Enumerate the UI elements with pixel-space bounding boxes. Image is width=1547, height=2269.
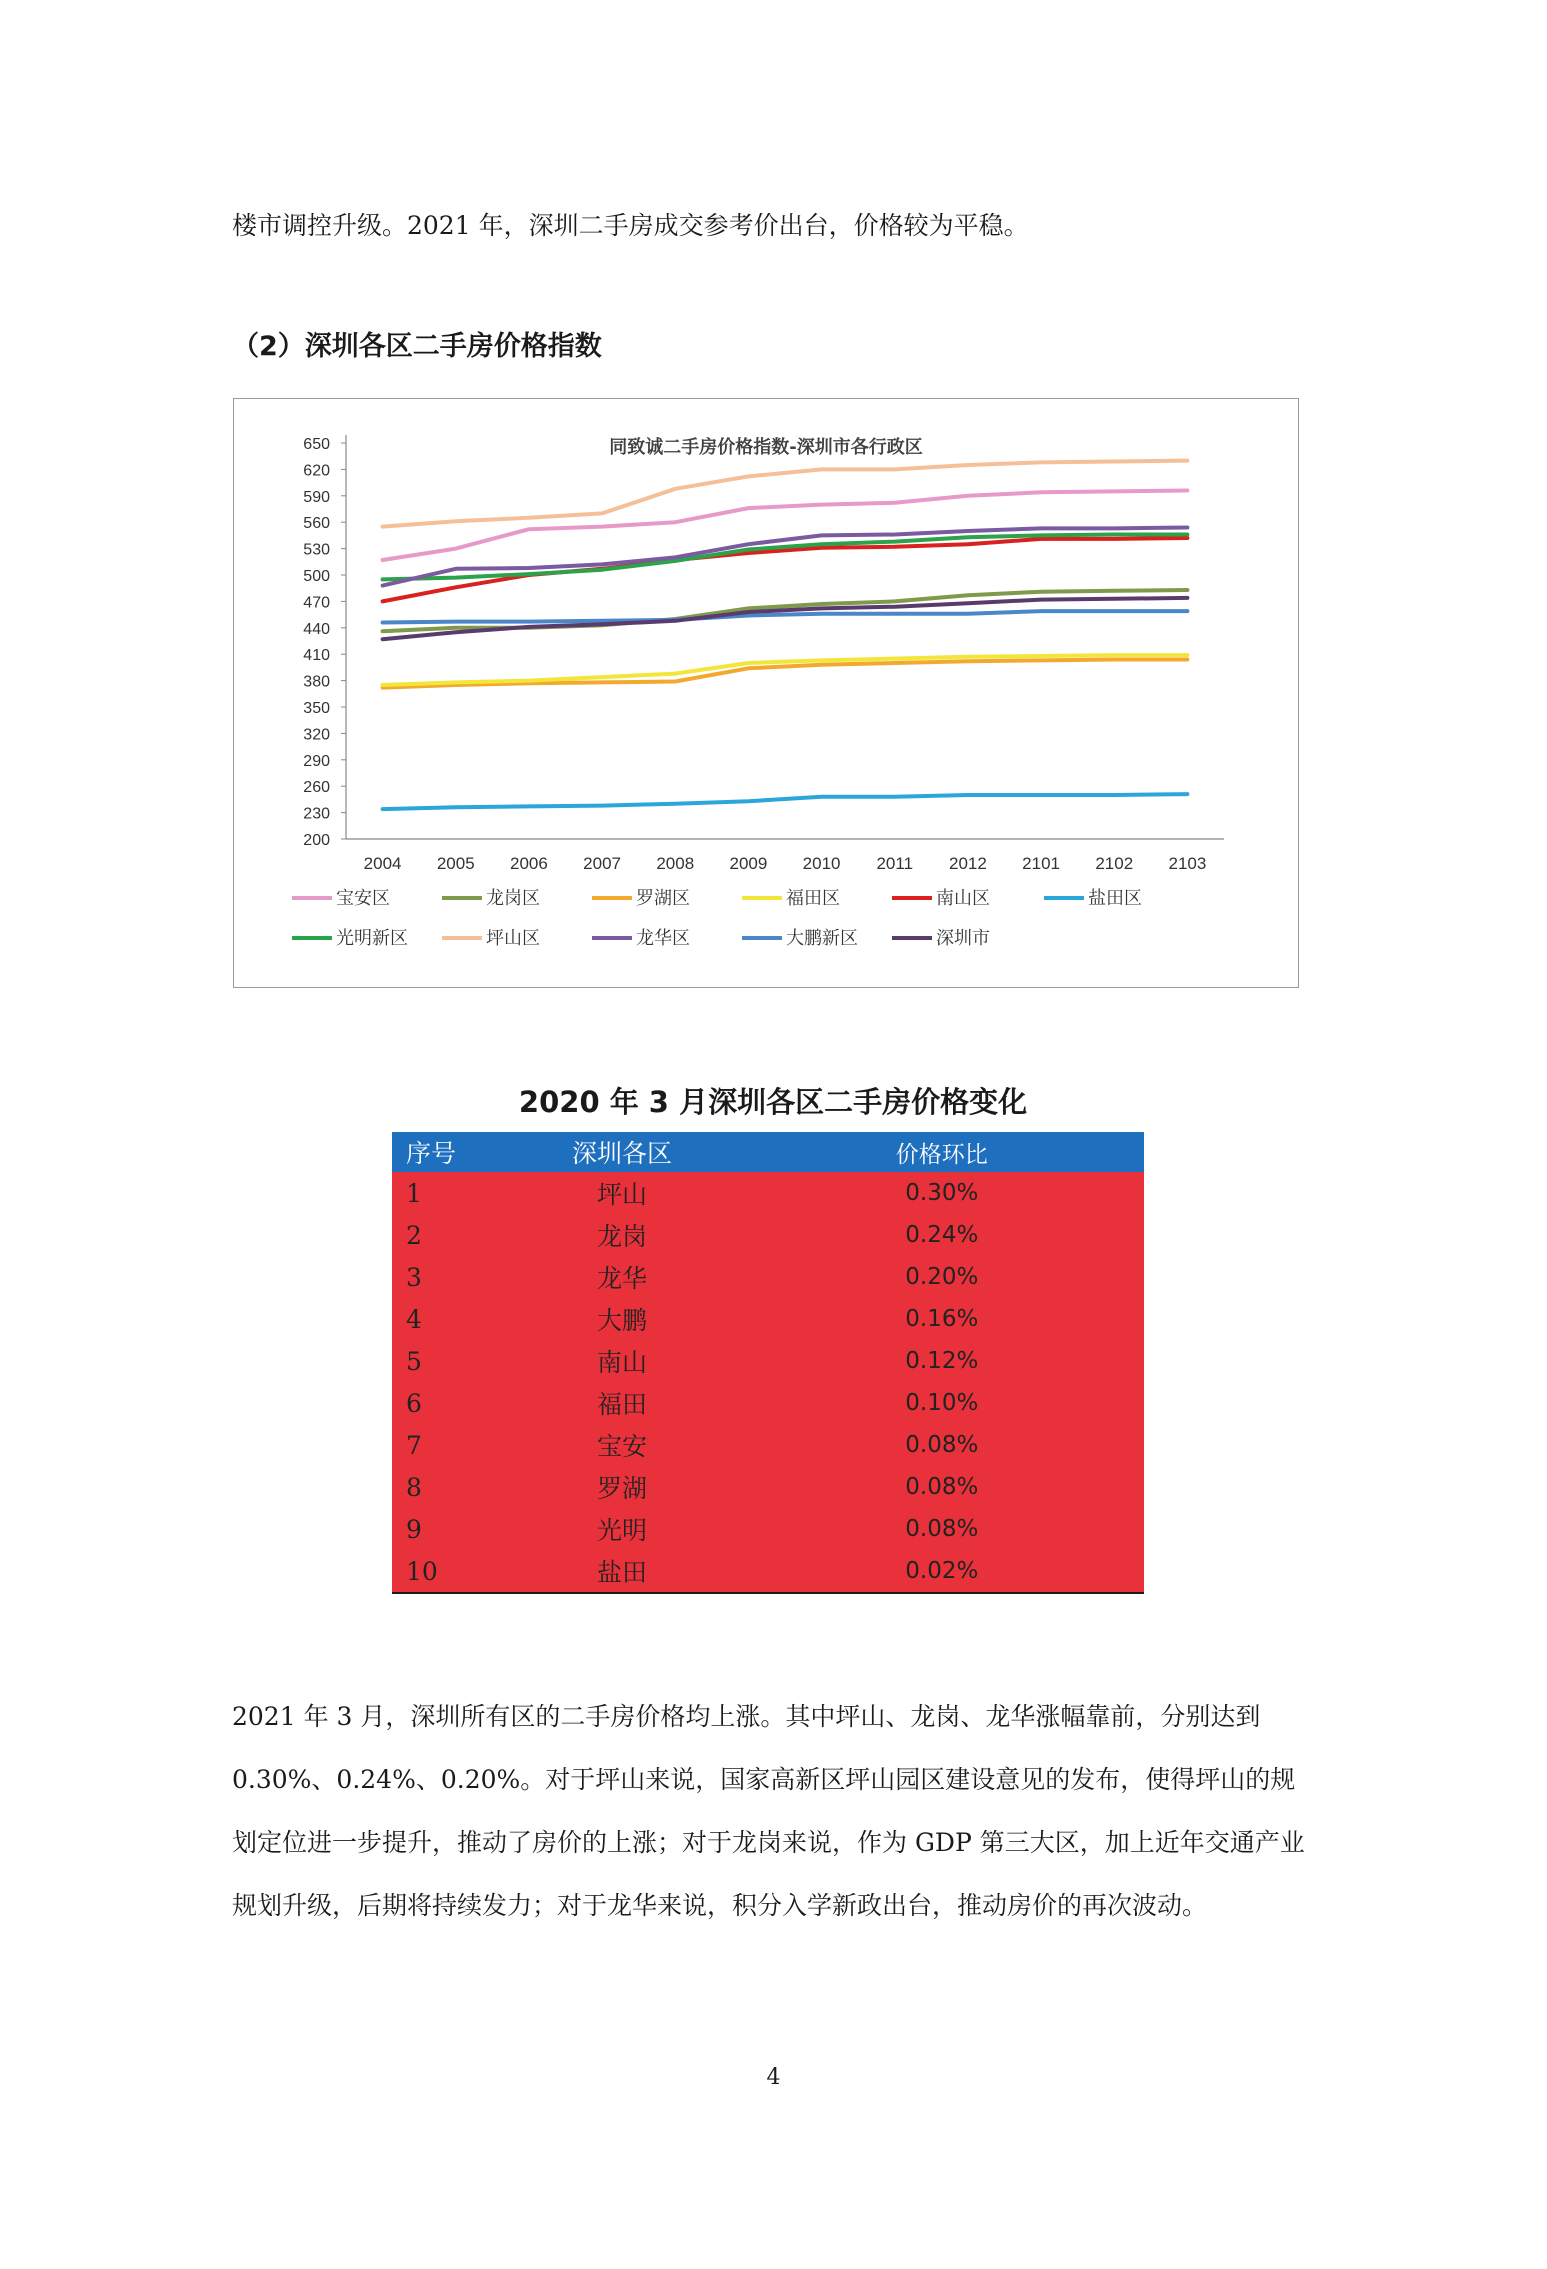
- table-row: [392, 1340, 1144, 1382]
- cell-index: 10: [392, 1550, 504, 1593]
- legend-label: 龙华区: [636, 928, 690, 949]
- y-tick-label: 440: [303, 620, 330, 638]
- x-tick-label: 2007: [583, 854, 621, 873]
- legend-label: 福田区: [786, 888, 840, 909]
- legend-label: 南山区: [936, 888, 990, 909]
- x-tick-label: 2012: [949, 854, 987, 873]
- legend-label: 龙岗区: [486, 888, 540, 909]
- cell-index: 8: [392, 1466, 504, 1508]
- cell-mom-change: 0.16%: [740, 1298, 1144, 1340]
- table-row: [392, 1508, 1144, 1550]
- cell-district: 南山: [504, 1340, 739, 1382]
- y-tick-label: 320: [303, 726, 330, 744]
- x-tick-label: 2004: [363, 854, 402, 873]
- page-number: 4: [766, 2065, 781, 2090]
- cell-district: 龙华: [504, 1256, 739, 1298]
- cell-mom-change: 0.30%: [740, 1172, 1144, 1214]
- table-row: [392, 1424, 1144, 1466]
- cell-district: 福田: [504, 1382, 739, 1424]
- y-tick-label: 410: [303, 647, 330, 665]
- y-tick-label: 470: [303, 594, 330, 612]
- x-tick-label: 2011: [876, 854, 914, 873]
- cell-district: 罗湖: [504, 1466, 739, 1508]
- cell-district: 盐田: [504, 1550, 739, 1593]
- analysis-paragraph: 2021 年 3 月，深圳所有区的二手房价格均上涨。其中坪山、龙岗、龙华涨幅靠前，分别达到 0.30%、0.24%、0.20%。对于坪山来说，国家高新区坪山园区建设意见的发布，使得坪山的规划定位进一步提升，推动了房价的上涨；对于龙岗来说，作为 GDP 第三大区，加上近年交通产业规划升级，后期将持续发力；对于龙华来说，积分入学新政出台，推动房价的再次波动。: [232, 1702, 1305, 1920]
- legend-label: 盐田区: [1088, 888, 1142, 909]
- cell-district: 坪山: [504, 1172, 739, 1214]
- table-row: [392, 1466, 1144, 1508]
- x-tick-label: 2010: [802, 854, 841, 873]
- cell-index: 3: [392, 1256, 504, 1298]
- cell-mom-change: 0.02%: [740, 1550, 1144, 1593]
- cell-mom-change: 0.08%: [740, 1508, 1144, 1550]
- y-tick-label: 590: [303, 488, 330, 506]
- series-line-10: [383, 611, 1188, 622]
- y-tick-label: 380: [303, 673, 330, 691]
- cell-mom-change: 0.20%: [740, 1256, 1144, 1298]
- cell-mom-change: 0.10%: [740, 1382, 1144, 1424]
- table-header-row: [392, 1132, 1144, 1172]
- y-tick-label: 560: [303, 515, 330, 533]
- series-line-11: [383, 598, 1188, 639]
- table-row: [392, 1172, 1144, 1214]
- cell-mom-change: 0.12%: [740, 1340, 1144, 1382]
- x-tick-label: 2005: [436, 854, 475, 873]
- cell-mom-change: 0.24%: [740, 1214, 1144, 1256]
- y-tick-label: 200: [303, 832, 330, 849]
- cell-index: 5: [392, 1340, 504, 1382]
- cell-district: 龙岗: [504, 1214, 739, 1256]
- y-tick-label: 620: [303, 462, 330, 480]
- x-tick-label: 2102: [1095, 854, 1134, 873]
- legend-label: 深圳市: [936, 928, 990, 949]
- header-district: 深圳各区: [504, 1132, 739, 1172]
- cell-index: 2: [392, 1214, 504, 1256]
- table-title: 2020 年 3 月深圳各区二手房价格变化: [518, 1085, 1028, 1119]
- cell-mom-change: 0.08%: [740, 1424, 1144, 1466]
- series-line-3: [383, 660, 1188, 688]
- legend-label: 宝安区: [336, 888, 390, 909]
- header-index: 序号: [392, 1132, 504, 1172]
- price-index-chart: [233, 398, 1299, 988]
- section-heading: （2）深圳各区二手房价格指数: [232, 331, 602, 362]
- y-tick-label: 260: [303, 779, 330, 797]
- y-tick-label: 650: [303, 436, 330, 453]
- y-tick-label: 230: [303, 805, 330, 823]
- district-price-table: [392, 1132, 1144, 1594]
- cell-index: 9: [392, 1508, 504, 1550]
- y-tick-label: 350: [303, 700, 330, 717]
- cell-index: 7: [392, 1424, 504, 1466]
- chart-canvas: [234, 399, 1298, 987]
- cell-mom-change: 0.08%: [740, 1466, 1144, 1508]
- y-tick-label: 500: [303, 568, 330, 585]
- y-tick-label: 290: [303, 752, 330, 770]
- x-tick-label: 2009: [729, 854, 768, 873]
- y-tick-label: 530: [303, 541, 330, 559]
- cell-district: 宝安: [504, 1424, 739, 1466]
- x-tick-label: 2103: [1168, 854, 1207, 873]
- cell-index: 4: [392, 1298, 504, 1340]
- table-row: [392, 1550, 1144, 1593]
- cell-district: 光明: [504, 1508, 739, 1550]
- cell-index: 6: [392, 1382, 504, 1424]
- legend-label: 坪山区: [486, 928, 540, 949]
- x-tick-label: 2101: [1022, 854, 1060, 873]
- table-row: [392, 1256, 1144, 1298]
- legend-label: 光明新区: [336, 928, 408, 949]
- cell-district: 大鹏: [504, 1298, 739, 1340]
- header-mom-change: 价格环比: [740, 1132, 1144, 1172]
- series-line-6: [383, 794, 1188, 809]
- legend-label: 罗湖区: [636, 888, 690, 909]
- table-row: [392, 1298, 1144, 1340]
- table-row: [392, 1382, 1144, 1424]
- intro-paragraph: 楼市调控升级。2021 年，深圳二手房成交参考价出台，价格较为平稳。: [232, 211, 1029, 240]
- chart-title: 同致诚二手房价格指数-深圳市各行政区: [609, 437, 923, 458]
- x-tick-label: 2006: [510, 854, 548, 873]
- legend-label: 大鹏新区: [786, 928, 858, 949]
- cell-index: 1: [392, 1172, 504, 1214]
- x-tick-label: 2008: [656, 854, 695, 873]
- table-row: [392, 1214, 1144, 1256]
